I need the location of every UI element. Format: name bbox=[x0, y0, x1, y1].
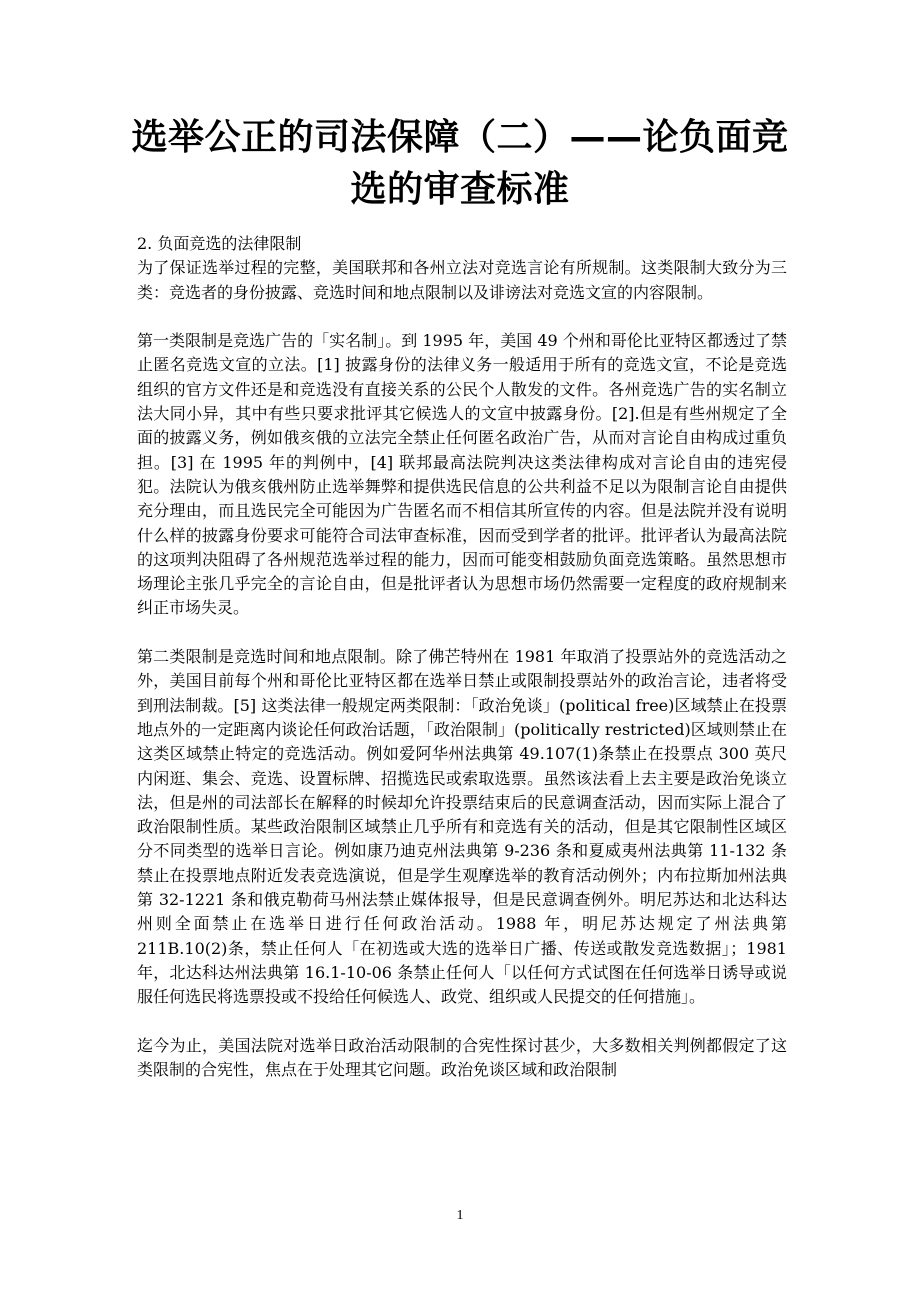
paragraph-gap bbox=[137, 1010, 787, 1034]
page-number: 1 bbox=[456, 1208, 464, 1223]
paragraph-intro: 为了保证选举过程的完整，美国联邦和各州立法对竞选言论有所规制。这类限制大致分为三类：竞选者的身份披露、竞选时间和地点限制以及诽谤法对竞选文宣的内容限制。 bbox=[137, 258, 787, 302]
document-body bbox=[137, 232, 787, 1082]
paragraph-case-law: 迄今为止，美国法院对选举日政治活动限制的合宪性探讨甚少，大多数相关判例都假定了这类限制的合宪性，焦点在于处理其它问题。政治免谈区域和政治限制 bbox=[137, 1035, 787, 1080]
paragraph-gap bbox=[137, 621, 787, 645]
paragraph-first-category: 第一类限制是竞选广告的「实名制」。到 1995 年，美国 49 个州和哥伦比亚特区都透过了禁止匿名竞选文宣的立法。[1] 披露身份的法律义务一般适用于所有的竞选文宣，不论是竞选组织的官方文件还是和竞选没有直接关系的公民个人散发的文件。各州竞选广告的实名制立法大同小异，其中有些只要求批评其它候选人的文宣中披露身份。[2].但是有些州规定了全面的披露义务，例如俄亥俄的立法完全禁止任何匿名政治广告，从而对言论自由构成过重负担。[3] 在 1995 年的判例中，[4] 联邦最高法院判决这类法律构成对言论自由的违宪侵犯。法院认为俄亥俄州防止选举舞弊和提供选民信息的公共利益不足以为限制言论自由提供充分理由，而且选民完全可能因为广告匿名而不相信其所宣传的内容。但是法院并没有说明什么样的披露身份要求可能符合司法审查标准，因而受到学者的批评。批评者认为最高法院的这项判决阻碍了各州规范选举过程的能力，因而可能变相鼓励负面竞选策略。虽然思想市场理论主张几乎完全的言论自由，但是批评者认为思想市场仍然需要一定程度的政府规制来纠正市场失灵。 bbox=[137, 331, 787, 618]
document-title: 选举公正的司法保障（二）——论负面竞选的审查标准 bbox=[131, 117, 789, 210]
section-heading: 2. 负面竞选的法律限制 bbox=[137, 234, 302, 253]
paragraph-gap bbox=[137, 305, 787, 329]
paragraph-second-category: 第二类限制是竞选时间和地点限制。除了佛芒特州在 1981 年取消了投票站外的竞选活动之外，美国目前每个州和哥伦比亚特区都在选举日禁止或限制投票站外的政治言论，违者将受到刑法制裁。[5] 这类法律一般规定两类限制：「政治免谈」(political free)区域禁止在投票地点外的一定距离内谈论任何政治话题，「政治限制」(politically restricted)区域则禁止在这类区域禁止特定的竞选活动。例如爱阿华州法典第 49.107(1)条禁止在投票点 300 英尺内闲逛、集会、竞选、设置标牌、招揽选民或索取选票。虽然该法看上去主要是政治免谈立法，但是州的司法部长在解释的时候却允许投票结束后的民意调查活动，因而实际上混合了政治限制性质。某些政治限制区域禁止几乎所有和竞选有关的活动，但是其它限制性区域区分不同类型的选举日言论。例如康乃迪克州法典第 9-236 条和夏威夷州法典第 11-132 条禁止在投票地点附近发表竞选演说，但是学生观摩选举的教育活动例外；内布拉斯加州法典第 32-1221 条和俄克勒荷马州法禁止媒体报导，但是民意调查例外。明尼苏达和北达科达州则全面禁止在选举日进行任何政治活动。1988 年，明尼苏达规定了州法典第 211B.10(2)条，禁止任何人「在初选或大选的选举日广播、传送或散发竞选数据」；1981 年，北达科达州法典第 16.1-10-06 条禁止任何人「以任何方式试图在任何选举日诱导或说服任何选民将选票投或不投给任何候选人、政党、组织或人民提交的任何措施」。 bbox=[137, 647, 787, 1007]
